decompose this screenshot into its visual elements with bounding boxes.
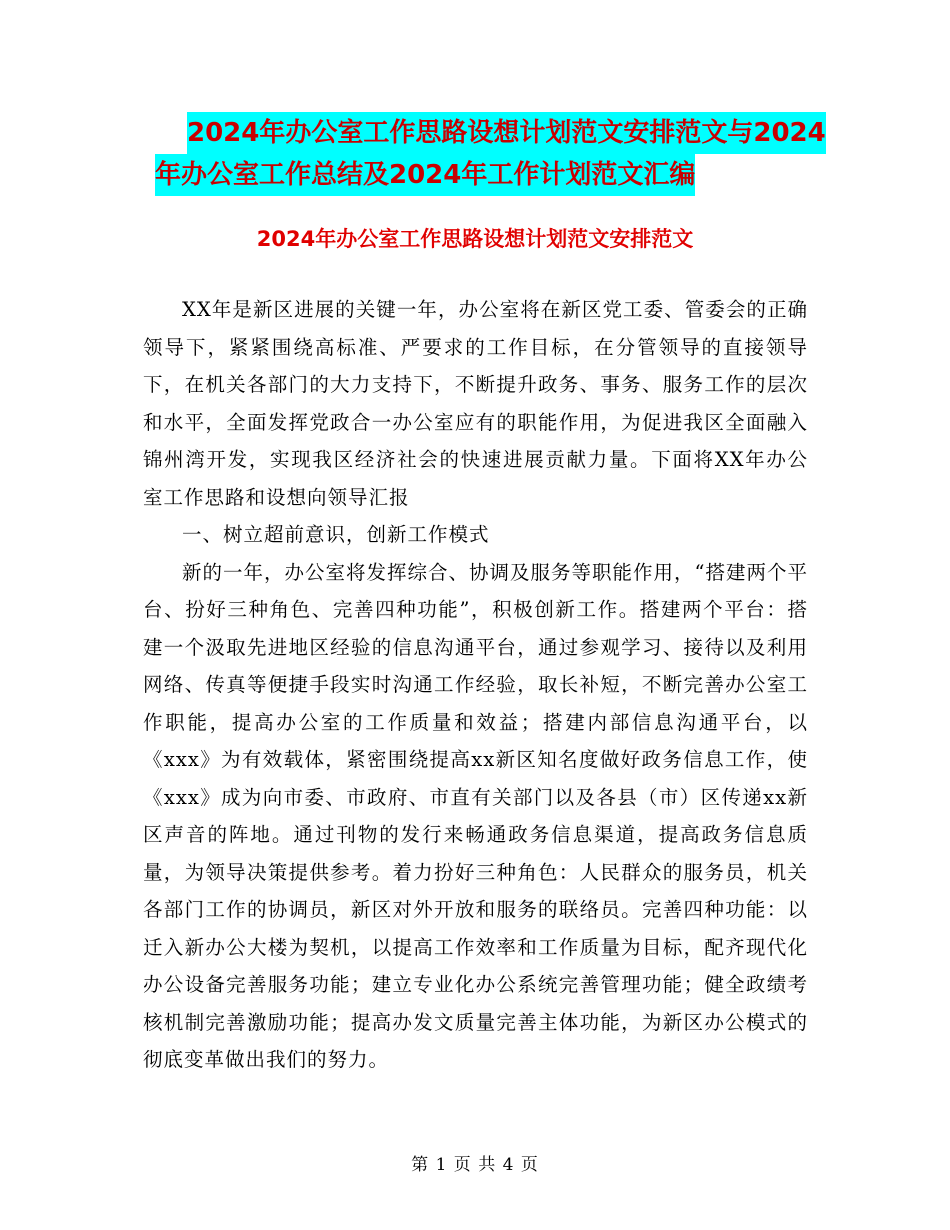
paragraph-heading-1: 一、树立超前意识，创新工作模式 <box>182 523 490 546</box>
paragraph-detail: 新的一年，办公室将发挥综合、协调及服务等职能作用，“搭建两个平台、扮好三种角色、完善四种功能”，积极创新工作。搭建两个平台：搭建一个汲取先进地区经验的信息沟通平台，通过参观学习、接待以及利用网络、传真等便捷手段实时沟通工作经验，取长补短，不断完善办公室工作职能，提高办公室的工作质量和效益；搭建内部信息沟通平台，以《xxx》为有效载体，紧密围绕提高xx新区知名度做好政务信息工作，使《xxx》成为向市委、市政府、市直有关部门以及各县（市）区传递xx新区声音的阵地。通过刊物的发行来畅通政务信息渠道，提高政务信息质量，为领导决策提供参考。着力扮好三种角色：人民群众的服务员，机关各部门工作的协调员，新区对外开放和服务的联络员。完善四种功能：以迁入新办公大楼为契机，以提高工作效率和工作质量为目标，配齐现代化办公设备完善服务功能；建立专业化办公系统完善管理功能；健全政绩考核机制完善激励功能；提高办发文质量完善主体功能，为新区办公模式的彻底变革做出我们的努力。 <box>143 560 808 1071</box>
document-body <box>143 291 808 1079</box>
section-title: 2024年办公室工作思路设想计划范文安排范文 <box>256 227 694 251</box>
page-footer: 第 1 页 共 4 页 <box>411 1155 539 1175</box>
paragraph-intro: XX年是新区进展的关键一年，办公室将在新区党工委、管委会的正确领导下，紧紧围绕高标准、严要求的工作目标，在分管领导的直接领导下，在机关各部门的大力支持下，不断提升政务、事务、服务工作的层次和水平，全面发挥党政合一办公室应有的职能作用，为促进我区全面融入锦州湾开发，实现我区经济社会的快速进展贡献力量。下面将XX年办公室工作思路和设想向领导汇报 <box>143 298 808 509</box>
document-title-line-2: 年办公室工作总结及2024年工作计划范文汇编 <box>155 154 695 196</box>
document-title <box>155 112 845 196</box>
document-title-line-1: 2024年办公室工作思路设想计划范文安排范文与2024 <box>187 112 826 154</box>
